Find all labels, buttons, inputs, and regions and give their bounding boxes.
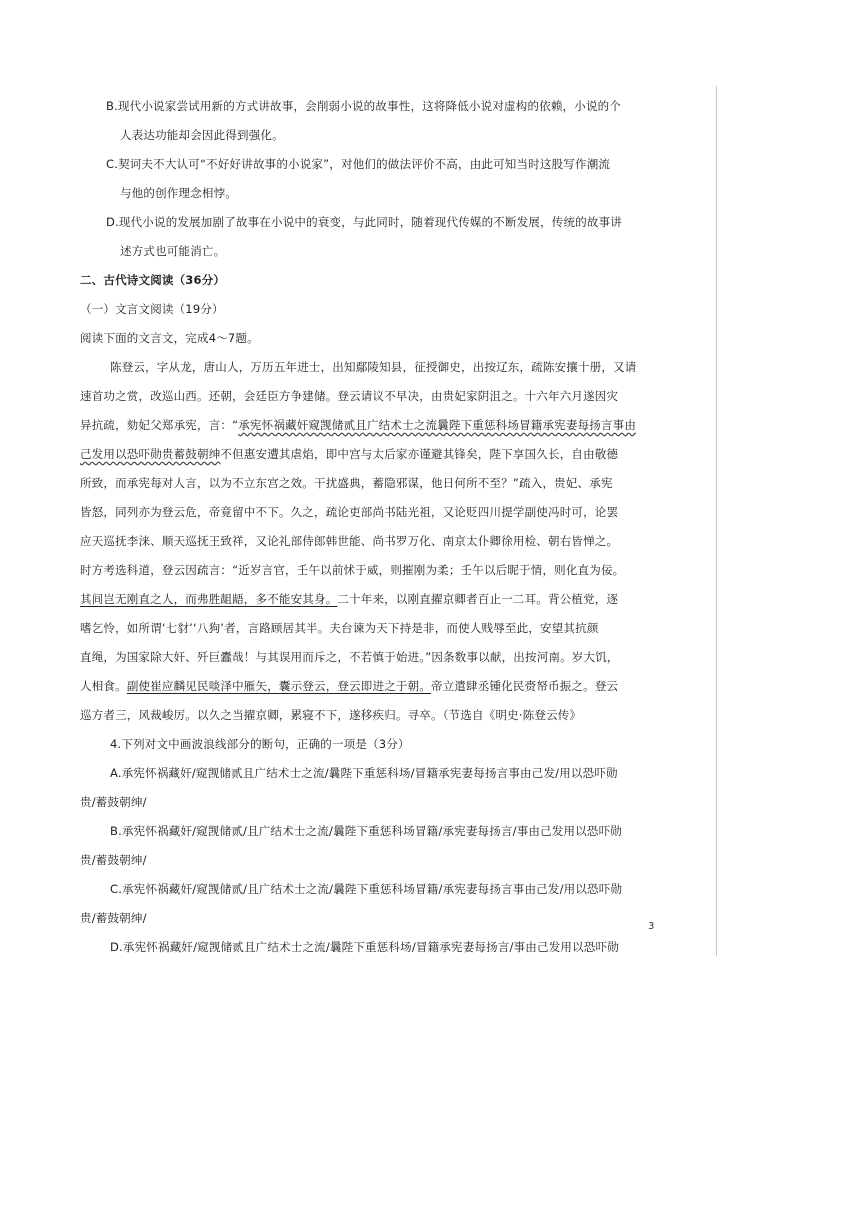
- q4-option-a-line1: A.承宪怀祸藏奸/窥觊储贰且广结术士之流/曩陛下重惩科场/冒籍承宪妻每扬言事由己发/用以恐吓勋: [110, 766, 618, 780]
- section-title: 二、古代诗文阅读（36分）: [80, 273, 226, 287]
- passage-text: 二十年来，以刚直擢京卿者百止一二耳。背公植党，逐: [337, 592, 619, 606]
- page-number: 3: [648, 921, 655, 932]
- passage-line-3: [80, 411, 665, 440]
- option-c-line2: 与他的创作理念相悖。: [120, 186, 237, 200]
- wavy-underlined-text: 己发用以恐吓勋贵蓄鼓朝绅: [80, 447, 221, 461]
- subsection-title: （一）文言文阅读（19分）: [80, 302, 224, 316]
- passage-line-10: 嗜乞怜，如所谓‘七豺’‘八狗’者，言路顾居其半。夫台谏为天下持是非，而使人贱辱至此，安望其抗颜: [80, 621, 599, 635]
- passage-line-7: 应天巡抚李涞、顺天巡抚王致祥，又论礼部侍郎韩世能、尚书罗万化、南京太仆卿徐用检、朝右皆惮之。: [80, 534, 619, 548]
- passage-line-11: 直绳，为国家除大奸、歼巨蠹哉！与其误用而斥之，不若慎于始进。”因条数事以献，出按河南。岁大饥，: [80, 650, 619, 664]
- passage-text: 不但惠安遭其虐焰，即中宫与太后家亦谨避其锋矣，陛下享国久长，自由敬德: [220, 447, 619, 461]
- q4-option-b-line2: 贵/蓄鼓朝绅/: [80, 853, 147, 867]
- underlined-text: 副使崔应麟见民啖泽中雁矢，囊示登云，登云即进之于朝。: [126, 679, 432, 693]
- passage-line-4: [80, 440, 665, 469]
- passage-line-2: 速首功之赏，改巡山西。还朝，会廷臣方争建储。登云请议不早决，由贵妃家阴沮之。十六年六月遂因灾: [80, 389, 619, 403]
- page-content: [80, 92, 665, 962]
- instruction: 阅读下面的文言文，完成4～7题。: [80, 331, 259, 345]
- passage-text: 异抗疏，劾妃父郑承宪，言：“: [80, 418, 239, 432]
- passage-line-8: 时方考选科道，登云因疏言：“近岁言官，壬午以前怵于威，则摧刚为柔；壬午以后昵于情，则化直为佞。: [80, 563, 625, 577]
- margin-rule: [716, 86, 717, 956]
- option-b-line2: 人表达功能却会因此得到强化。: [120, 128, 284, 142]
- passage-line-6: 皆怒，同列亦为登云危，帝竟留中不下。久之，疏论吏部尚书陆光祖，又论贬四川提学副使冯时可，论罢: [80, 505, 619, 519]
- passage-text: 人相食。: [80, 679, 127, 693]
- q4-option-d-line1: D.承宪怀祸藏奸/窥觊储贰且广结术士之流/曩陛下重惩科场/冒籍承宪妻每扬言/事由己发用以恐吓勋: [110, 940, 619, 954]
- passage-line-12: [80, 672, 665, 701]
- q4-option-c-line1: C.承宪怀祸藏奸/窥觊储贰/且广结术士之流/曩陛下重惩科场冒籍/承宪妻每扬言事由己发/用以恐吓勋: [110, 882, 623, 896]
- option-d-line2: 述方式也可能消亡。: [120, 244, 226, 258]
- passage-line-9: [80, 585, 665, 614]
- option-d-line1: D.现代小说的发展加剧了故事在小说中的衰变，与此同时，随着现代传媒的不断发展，传统的故事讲: [106, 215, 623, 229]
- option-c-line1: C.契诃夫不大认可“不好好讲故事的小说家”，对他们的做法评价不高，由此可知当时这股写作潮流: [106, 157, 611, 171]
- q4-option-b-line1: B.承宪怀祸藏奸/窥觊储贰/且广结术士之流/曩陛下重惩科场冒籍/承宪妻每扬言/事由己发用以恐吓勋: [110, 824, 623, 838]
- wavy-underlined-text: 承宪怀祸藏奸窥觊储贰且广结术士之流曩陛下重惩科场冒籍承宪妻每扬言事由: [238, 418, 637, 432]
- passage-line-1: 陈登云，字从龙，唐山人，万历五年进士，出知鄢陵知县，征授御史，出按辽东，疏陈安攘十册，又请: [110, 360, 637, 374]
- passage-line-5: 所致，而承宪每对人言，以为不立东宫之效。干扰盛典，蓄隐邪谋，他日何所不至？”疏入，贵妃、承宪: [80, 476, 613, 490]
- passage-line-13: 巡方者三，风裁峻厉。以久之当擢京卿，累寝不下，遂移疾归。寻卒。（节选自《明史·陈登云传》: [80, 708, 582, 722]
- underlined-text: 其间岂无刚直之人，而弗胜龃龉，多不能安其身。: [80, 592, 338, 606]
- q4-option-c-line2: 贵/蓄鼓朝绅/: [80, 911, 147, 925]
- q4-option-a-line2: 贵/蓄鼓朝绅/: [80, 795, 147, 809]
- passage-text: 帝立遣肆丞锺化民赍帑币振之。登云: [431, 679, 619, 693]
- option-b-line1: B.现代小说家尝试用新的方式讲故事，会削弱小说的故事性，这将降低小说对虚构的依赖，小说的个: [106, 99, 622, 113]
- question-4-stem: 4.下列对文中画波浪线部分的断句，正确的一项是（3分）: [110, 737, 410, 751]
